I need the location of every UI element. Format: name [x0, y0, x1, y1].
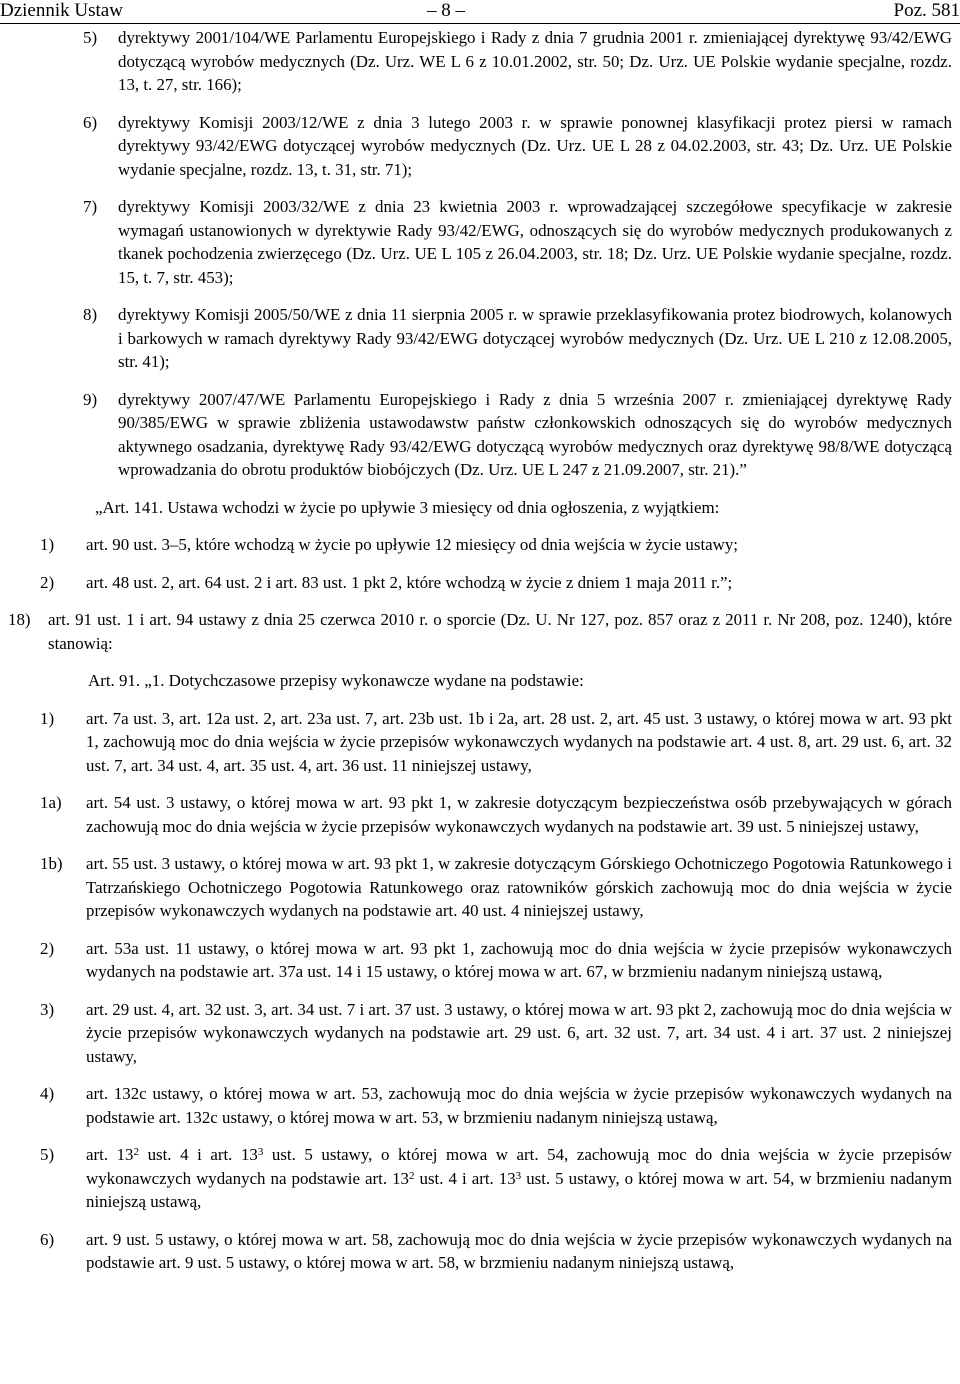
- item-number: 1): [40, 708, 55, 728]
- page-number: – 8 –: [427, 0, 465, 21]
- item-number: 3): [40, 999, 55, 1019]
- item-text: art. 29 ust. 4, art. 32 ust. 3, art. 34 ust. 7 i art. 37 ust. 3 ustawy, o której mowa w art. 93 pkt 2, zachowują moc do dnia wejścia w życie przepisów wykonawczych wydanych na podstawie art. 29 ust. 6, art. 32 ust. 7, art. 34 ust. 4 i art. 37 ust. 2 niniejszej ustawy,: [86, 999, 952, 1066]
- article-141-item: [0, 533, 952, 557]
- item-number: 1): [40, 535, 55, 554]
- article-91-item: [0, 937, 952, 984]
- superscript: 2: [133, 1146, 139, 1158]
- article-91-item: [0, 707, 952, 778]
- directive-item: [0, 303, 952, 374]
- item-text: art. 54 ust. 3 ustawy, o której mowa w art. 93 pkt 1, w zakresie dotyczącym bezpieczeństwa osób przebywających w górach zachowują moc do dnia wejścia w życie przepisów wykonawczych wydanych na podstawie art. 39 ust. 5 niniejszej ustawy,: [86, 793, 952, 836]
- article-91-item: [0, 1143, 952, 1214]
- superscript: 3: [257, 1146, 264, 1158]
- item-text: dyrektywy Komisji 2003/32/WE z dnia 23 kwietnia 2003 r. wprowadzającej szczegółowe specyfikacje w zakresie wymagań ustanowionych w dyrektywie Rady 93/42/EWG, odnoszących się do wyrobów medycznych produkowanych z tkanek pochodzenia zwierzęcego (Dz. Urz. UE L 105 z 26.04.2003, str. 18; Dz. Urz. UE Polskie wydanie specjalne, rozdz. 15, t. 7, str. 453);: [118, 197, 952, 287]
- directive-item: [0, 388, 952, 482]
- item-number: 6): [40, 1229, 55, 1249]
- superscript: 2: [409, 1169, 415, 1182]
- directive-item: [0, 26, 952, 97]
- item-number: 2): [40, 572, 55, 592]
- item-text: art. 90 ust. 3–5, które wchodzą w życie po upływie 12 miesięcy od dnia wejścia w życie ustawy;: [86, 535, 738, 554]
- item-text: art. 53a ust. 11 ustawy, o której mowa w art. 93 pkt 1, zachowują moc do dnia wejścia w życie przepisów wykonawczych wydanych na podstawie art. 37a ust. 14 i 15 ustawy, o której mowa w art. 67, w brzmieniu nadanym niniejszą ustawą,: [86, 938, 952, 981]
- item-number: 1b): [40, 854, 63, 873]
- item-number: 5): [83, 28, 98, 47]
- item-text: art. 132c ustawy, o której mowa w art. 53, zachowują moc do dnia wejścia w życie przepisów wykonawczych wydanych na podstawie art. 132c ustawy, o której mowa w art. 53, w brzmieniu nadanym niniejszą ustawą,: [86, 1084, 952, 1127]
- item-text: dyrektywy 2007/47/WE Parlamentu Europejskiego i Rady z dnia 5 września 2007 r. zmieniającej dyrektywę Rady 90/385/EWG w sprawie zbliżenia ustawodawstw państw członkowskich odnoszących się do wyrobów medycznych aktywnego osadzania, dyrektywę Rady 93/42/EWG dotyczącą wyrobów medycznych oraz dyrektywę 98/8/WE dotyczącą wprowadzania do obrotu produktów biobójczych (Dz. Urz. UE L 247 z 21.09.2007, str. 21).”: [118, 389, 952, 479]
- item-text: art. 9 ust. 5 ustawy, o której mowa w art. 58, zachowują moc do dnia wejścia w życie przepisów wykonawczych wydanych na podstawie art. 9 ust. 5 ustawy, o której mowa w art. 58, w brzmieniu nadanym niniejszą ustawą,: [86, 1229, 952, 1272]
- item-number: 8): [83, 305, 98, 324]
- item-text: dyrektywy Komisji 2005/50/WE z dnia 11 sierpnia 2005 r. w sprawie przeklasyfikowania protez biodrowych, kolanowych i barkowych w ramach dyrektywy Rady 93/42/EWG dotyczącej wyrobów medycznych (Dz. Urz. UE L 210 z 12.08.2005, str. 41);: [118, 305, 952, 371]
- item-number: 9): [83, 389, 98, 409]
- document-body: [0, 26, 952, 1289]
- item-number: 4): [40, 1084, 55, 1103]
- article-91-item: [0, 1228, 952, 1275]
- page-header: [0, 0, 960, 24]
- header-rule: [0, 23, 960, 24]
- article-91-intro: Art. 91. „1. Dotychczasowe przepisy wykonawcze wydane na podstawie:: [88, 671, 584, 690]
- article-91-item: [0, 852, 952, 923]
- item-number: 18): [8, 610, 31, 629]
- item-number: 1a): [40, 793, 62, 812]
- item-text: dyrektywy 2001/104/WE Parlamentu Europejskiego i Rady z dnia 7 grudnia 2001 r. zmieniającej dyrektywę 93/42/EWG dotyczącą wyrobów medycznych (Dz. Urz. WE L 6 z 10.01.2002, str. 50; Dz. Urz. UE Polskie wydanie specjalne, rozdz. 13, t. 27, str. 166);: [118, 28, 952, 94]
- item-text: dyrektywy Komisji 2003/12/WE z dnia 3 lutego 2003 r. w sprawie ponownej klasyfikacji protez piersi w ramach dyrektywy 93/42/EWG dotyczącej wyrobów medycznych (Dz. Urz. UE L 28 z 04.02.2003, str. 43; Dz. Urz. UE Polskie wydanie specjalne, rozdz. 13, t. 31, str. 71);: [118, 112, 952, 179]
- article-91-item: [0, 1082, 952, 1129]
- item-text: art. $13^2$ ust. 4 i art. $13^3$ ust. 5 ustawy, o której mowa w art. 54, zachowują moc do dnia wejścia w życie przepisów wykonawczych wydanych na podstawie art. $13^2$ ust. 4 i art. $13^3$ ust. 5 ustawy, o której mowa w art. 54, w brzmieniu nadanym niniejszą ustawą,: [86, 1145, 952, 1211]
- item-text: art. 91 ust. 1 i art. 94 ustawy z dnia 25 czerwca 2010 r. o sporcie (Dz. U. Nr 127, poz. 857 oraz z 2011 r. Nr 208, poz. 1240), które stanowią:: [48, 610, 952, 653]
- article-141-intro: „Art. 141. Ustawa wchodzi w życie po upływie 3 miesięcy od dnia ogłoszenia, z wyjątkiem:: [95, 497, 720, 517]
- directive-item: [0, 195, 952, 289]
- article-91-item: [0, 998, 952, 1069]
- item-number: 5): [40, 1145, 55, 1164]
- item-text: art. 55 ust. 3 ustawy, o której mowa w art. 93 pkt 1, w zakresie dotyczącym Górskiego Ochotniczego Pogotowia Ratunkowego i Tatrzańskiego Ochotniczego Pogotowia Ratunkowego oraz ratowników górskich zachowują moc do dnia wejścia w życie przepisów wykonawczych wydanych na podstawie art. 40 ust. 4 niniejszej ustawy,: [86, 854, 952, 920]
- article-91-item: [0, 791, 952, 838]
- directive-item: [0, 111, 952, 182]
- position-number: Poz. 581: [893, 0, 960, 21]
- amendment-item-18: [0, 608, 952, 655]
- item-number: 6): [83, 112, 98, 132]
- item-number: 7): [83, 197, 98, 216]
- item-text: art. 7a ust. 3, art. 12a ust. 2, art. 23a ust. 7, art. 23b ust. 1b i 2a, art. 28 ust. 2, art. 45 ust. 3 ustawy, o której mowa w art. 93 pkt 1, zachowują moc do dnia wejścia w życie przepisów wykonawczych wydanych na podstawie art. 4 ust. 8, art. 29 ust. 6, art. 32 ust. 7, art. 34 ust. 4, art. 35 ust. 4, art. 36 ust. 11 niniejszej ustawy,: [86, 708, 952, 775]
- article-141-item: [0, 571, 952, 595]
- journal-title: Dziennik Ustaw: [0, 0, 123, 21]
- item-text: art. 48 ust. 2, art. 64 ust. 2 i art. 83 ust. 1 pkt 2, które wchodzą w życie z dniem 1 maja 2011 r.”;: [86, 572, 733, 592]
- item-number: 2): [40, 938, 55, 958]
- superscript: 3: [515, 1169, 522, 1182]
